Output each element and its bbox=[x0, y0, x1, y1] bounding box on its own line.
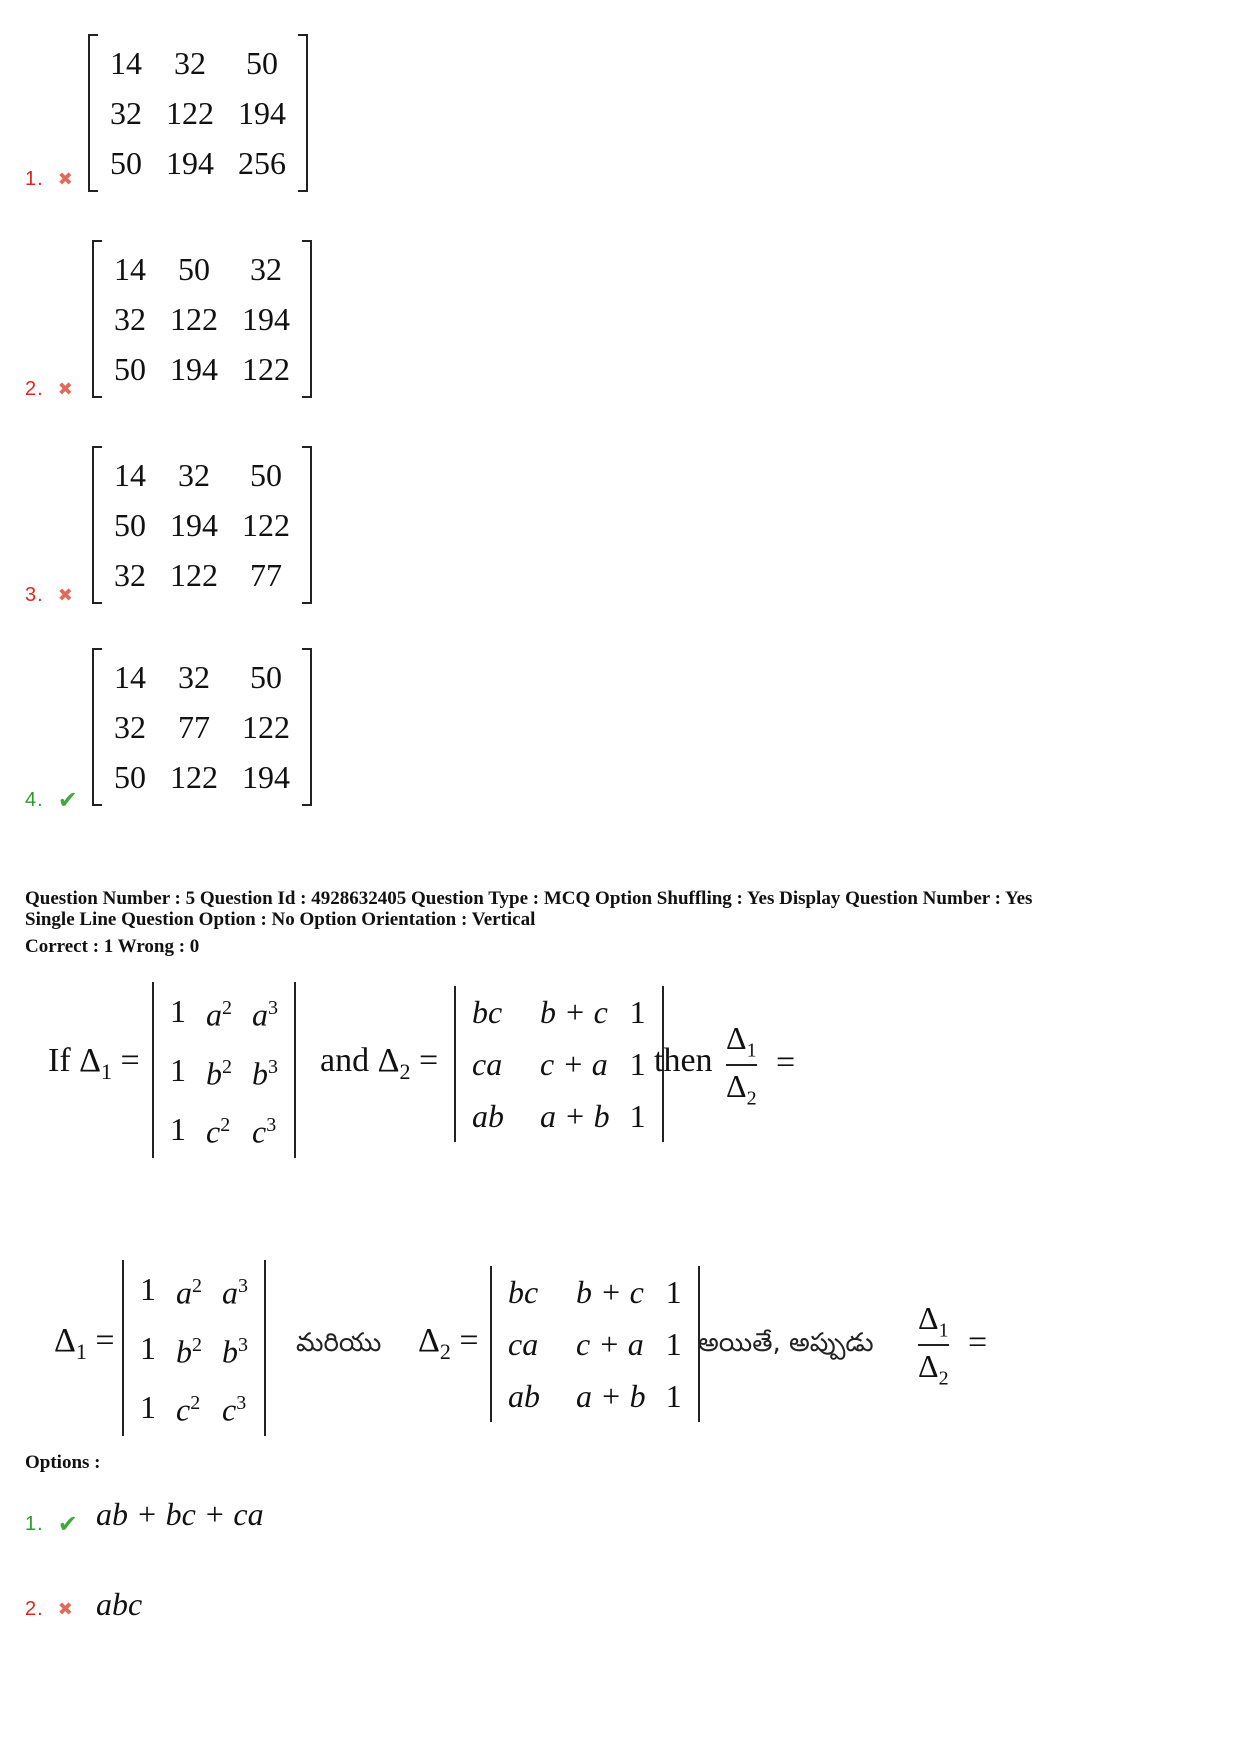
score-line: Correct : 1 Wrong : 0 bbox=[25, 936, 200, 957]
delta2-determinant: bc b + c 1 ca c + a 1 ab a + b 1 bbox=[454, 986, 664, 1142]
cross-icon: ✖ bbox=[57, 1599, 73, 1620]
delta2-label: $\Delta_2$ = bbox=[418, 1322, 479, 1364]
delta-ratio: $\Delta_1$ $\Delta_2$ bbox=[918, 1300, 949, 1390]
and-word: and $\Delta_2$ = bbox=[320, 1042, 439, 1084]
question-meta-line-1: Question Number : 5 Question Id : 4928632405 Question Type : MCQ Option Shuffling : Yes Display Question Number : Yes bbox=[25, 888, 1033, 909]
check-icon: ✔ bbox=[57, 1510, 78, 1538]
option-marker: 1. ✔ bbox=[25, 1510, 78, 1538]
option-marker: 2. ✖ bbox=[25, 1598, 73, 1620]
option-marker: 4. ✔ bbox=[25, 786, 78, 814]
equals-sign: = bbox=[776, 1044, 796, 1081]
equals-sign: = bbox=[968, 1324, 988, 1361]
delta1-determinant: 1 $a^2$ $a^3$ 1 $b^2$ $b^3$ 1 $c^2$ $c^3$ bbox=[122, 1260, 266, 1436]
option-text: ab + bc + ca bbox=[96, 1496, 264, 1532]
check-icon: ✔ bbox=[57, 786, 78, 814]
question-meta bbox=[25, 888, 1032, 930]
telugu-then-word: అయితే, అప్పుడు bbox=[698, 1328, 874, 1358]
option-matrix: 14 32 50 32 77 122 50 122 194 bbox=[92, 648, 312, 806]
question-meta-line-2: Single Line Question Option : No Option Orientation : Vertical bbox=[25, 909, 536, 930]
cross-icon: ✖ bbox=[57, 379, 73, 400]
option-marker: 2. ✖ bbox=[25, 378, 73, 400]
delta1-label: $\Delta_1$ = bbox=[54, 1322, 115, 1364]
telugu-and-word: మరియు bbox=[296, 1328, 382, 1358]
option-matrix: 14 32 50 32 122 194 50 194 256 bbox=[88, 34, 308, 192]
delta-ratio: $\Delta_1$ $\Delta_2$ bbox=[726, 1020, 757, 1110]
delta1-determinant: 1 $a^2$ $a^3$ 1 $b^2$ $b^3$ 1 $c^2$ $c^3$ bbox=[152, 982, 296, 1158]
then-word: then bbox=[654, 1042, 713, 1079]
option-marker: 1. ✖ bbox=[25, 168, 73, 190]
cross-icon: ✖ bbox=[57, 585, 73, 606]
if-word: If $\Delta_1$ = bbox=[48, 1042, 140, 1084]
option-matrix: 14 50 32 32 122 194 50 194 122 bbox=[92, 240, 312, 398]
option-matrix: 14 32 50 50 194 122 32 122 77 bbox=[92, 446, 312, 604]
options-label: Options : bbox=[25, 1452, 101, 1473]
cross-icon: ✖ bbox=[57, 169, 73, 190]
delta2-determinant: bc b + c 1 ca c + a 1 ab a + b 1 bbox=[490, 1266, 700, 1422]
option-marker: 3. ✖ bbox=[25, 584, 73, 606]
option-text: abc bbox=[96, 1586, 143, 1622]
